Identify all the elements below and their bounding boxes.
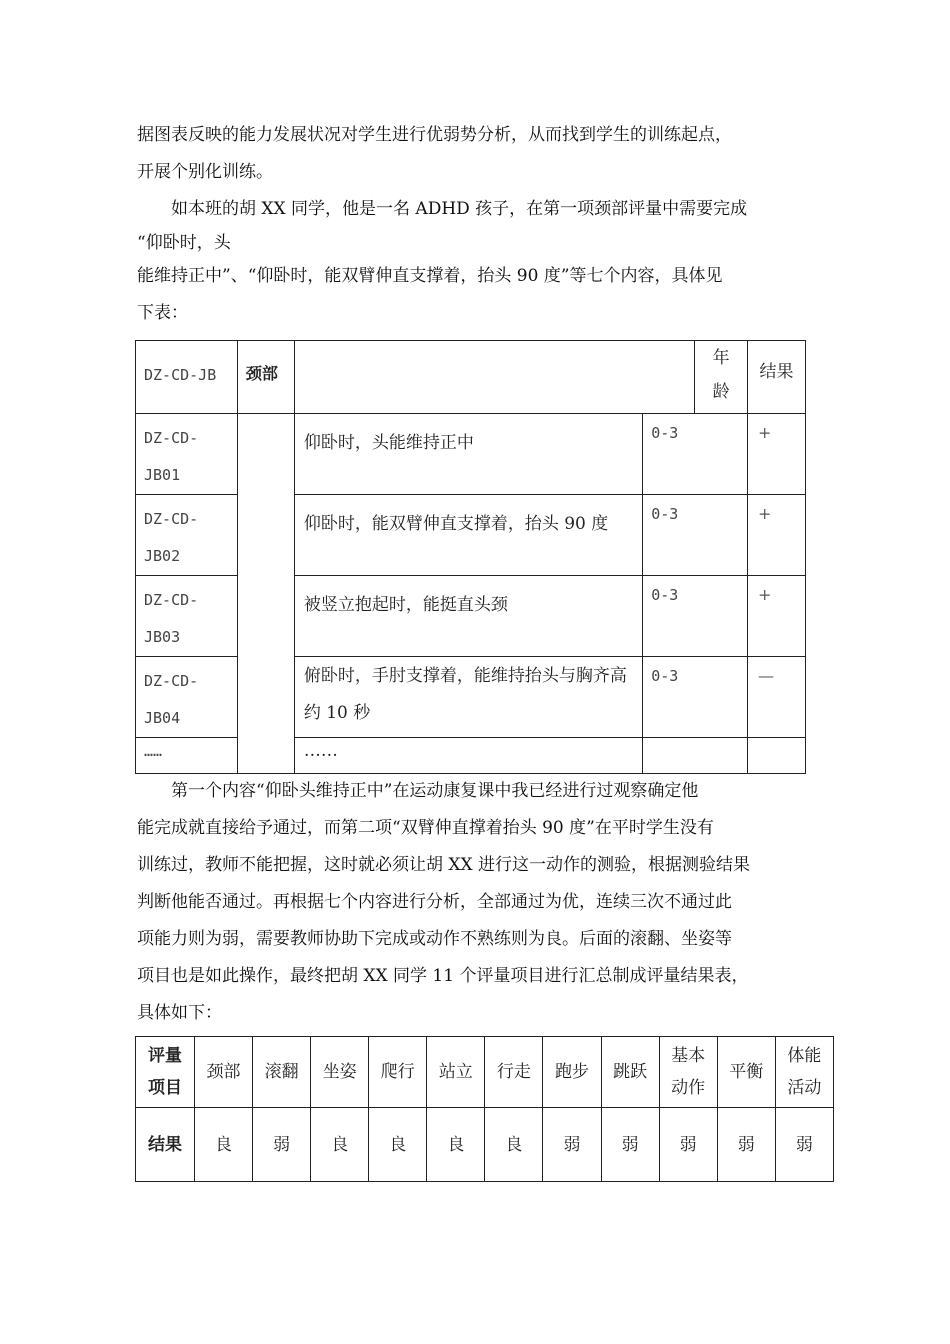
item-description: 仰卧时，能双臂伸直支撑着，抬头 90 度 — [294, 495, 642, 576]
category-merged-cell — [237, 414, 294, 774]
text-line: 判断他能否通过。再根据七个内容进行分析，全部通过为优，连续三次不通过此 — [137, 892, 732, 912]
table-row-ellipsis — [136, 738, 806, 774]
ellipsis-item: …… — [294, 738, 642, 774]
item-code: DZ-CD- JB01 — [136, 414, 238, 495]
item-result-cell: 弱 — [717, 1108, 775, 1182]
item-result: — — [748, 657, 806, 738]
item-name-cell: 跑步 — [543, 1037, 601, 1108]
item-result-cell: 良 — [311, 1108, 369, 1182]
item-description: 仰卧时，头能维持正中 — [294, 414, 642, 495]
row-label-items: 评量 项目 — [136, 1037, 195, 1108]
item-age: 0-3 — [643, 576, 748, 657]
item-result-cell: 弱 — [775, 1108, 833, 1182]
items-row — [136, 1037, 834, 1108]
item-age: 0-3 — [643, 495, 748, 576]
header-code: DZ-CD-JB — [136, 341, 238, 414]
item-result-cell: 良 — [195, 1108, 253, 1182]
item-name-cell: 滚翻 — [253, 1037, 311, 1108]
header-age — [695, 341, 748, 414]
item-name-cell: 行走 — [485, 1037, 543, 1108]
item-result-cell: 良 — [427, 1108, 485, 1182]
item-age: 0-3 — [643, 414, 748, 495]
ellipsis-age — [643, 738, 748, 774]
ellipsis-code: …… — [136, 738, 238, 774]
item-name-cell: 基本 动作 — [659, 1037, 717, 1108]
table-header-row — [136, 341, 806, 414]
table-row — [136, 414, 806, 495]
item-name-cell: 爬行 — [369, 1037, 427, 1108]
text-line: “仰卧时，头 — [137, 233, 231, 253]
row-label-results: 结果 — [136, 1108, 195, 1182]
table-row — [136, 576, 806, 657]
results-row — [136, 1108, 834, 1182]
item-result-cell: 良 — [485, 1108, 543, 1182]
header-category: 颈部 — [237, 341, 294, 414]
item-result-cell: 弱 — [601, 1108, 659, 1182]
item-result-cell: 良 — [369, 1108, 427, 1182]
paragraph-1 — [137, 117, 817, 191]
paragraph-2 — [137, 191, 817, 332]
item-name-cell: 颈部 — [195, 1037, 253, 1108]
paragraph-3 — [137, 773, 817, 1032]
header-blank — [294, 341, 694, 414]
item-name-cell: 坐姿 — [311, 1037, 369, 1108]
text-line: 第一个内容“仰卧头维持正中”在运动康复课中我已经进行过观察确定他 — [171, 781, 699, 801]
text-line: 能完成就直接给予通过，而第二项“双臂伸直撑着抬头 90 度”在平时学生没有 — [137, 818, 714, 838]
item-name-cell: 平衡 — [717, 1037, 775, 1108]
item-name-cell: 站立 — [427, 1037, 485, 1108]
item-name-cell: 体能 活动 — [775, 1037, 833, 1108]
item-age: 0-3 — [643, 657, 748, 738]
neck-assessment-table — [135, 340, 806, 774]
item-result-cell: 弱 — [659, 1108, 717, 1182]
text-line: 下表： — [137, 303, 188, 323]
assessment-result-table — [135, 1036, 834, 1182]
text-line: 如本班的胡 XX 同学，他是一名 ADHD 孩子，在第一项颈部评量中需要完成 — [171, 199, 748, 219]
item-result-cell: 弱 — [543, 1108, 601, 1182]
item-result: + — [748, 414, 806, 495]
item-code: DZ-CD- JB02 — [136, 495, 238, 576]
item-description: 被竖立抱起时，能挺直头颈 — [294, 576, 642, 657]
table-row — [136, 657, 806, 738]
item-result-cell: 弱 — [253, 1108, 311, 1182]
item-result: + — [748, 576, 806, 657]
text-line: 项能力则为弱，需要教师协助下完成或动作不熟练则为良。后面的滚翻、坐姿等 — [137, 929, 732, 949]
text-line: 具体如下： — [137, 1003, 222, 1023]
item-code: DZ-CD- JB04 — [136, 657, 238, 738]
header-age-label: 年龄 — [712, 348, 730, 402]
text-line: 训练过，教师不能把握，这时就必须让胡 XX 进行这一动作的测验，根据测验结果 — [137, 855, 751, 875]
table-row — [136, 495, 806, 576]
item-result: + — [748, 495, 806, 576]
text-line: 开展个别化训练。 — [137, 162, 273, 182]
text-line: 项目也是如此操作，最终把胡 XX 同学 11 个评量项目进行汇总制成评量结果表， — [137, 966, 749, 986]
text-line: 据图表反映的能力发展状况对学生进行优弱势分析，从而找到学生的训练起点， — [137, 125, 732, 145]
item-code: DZ-CD- JB03 — [136, 576, 238, 657]
text-line: 能维持正中”、“仰卧时，能双臂伸直支撑着，抬头 90 度”等七个内容，具体见 — [137, 266, 723, 286]
ellipsis-result — [748, 738, 806, 774]
item-name-cell: 跳跃 — [601, 1037, 659, 1108]
header-result: 结果 — [748, 341, 806, 414]
item-description: 俯卧时，手肘支撑着，能维持抬头与胸齐高约 10 秒 — [294, 657, 642, 738]
